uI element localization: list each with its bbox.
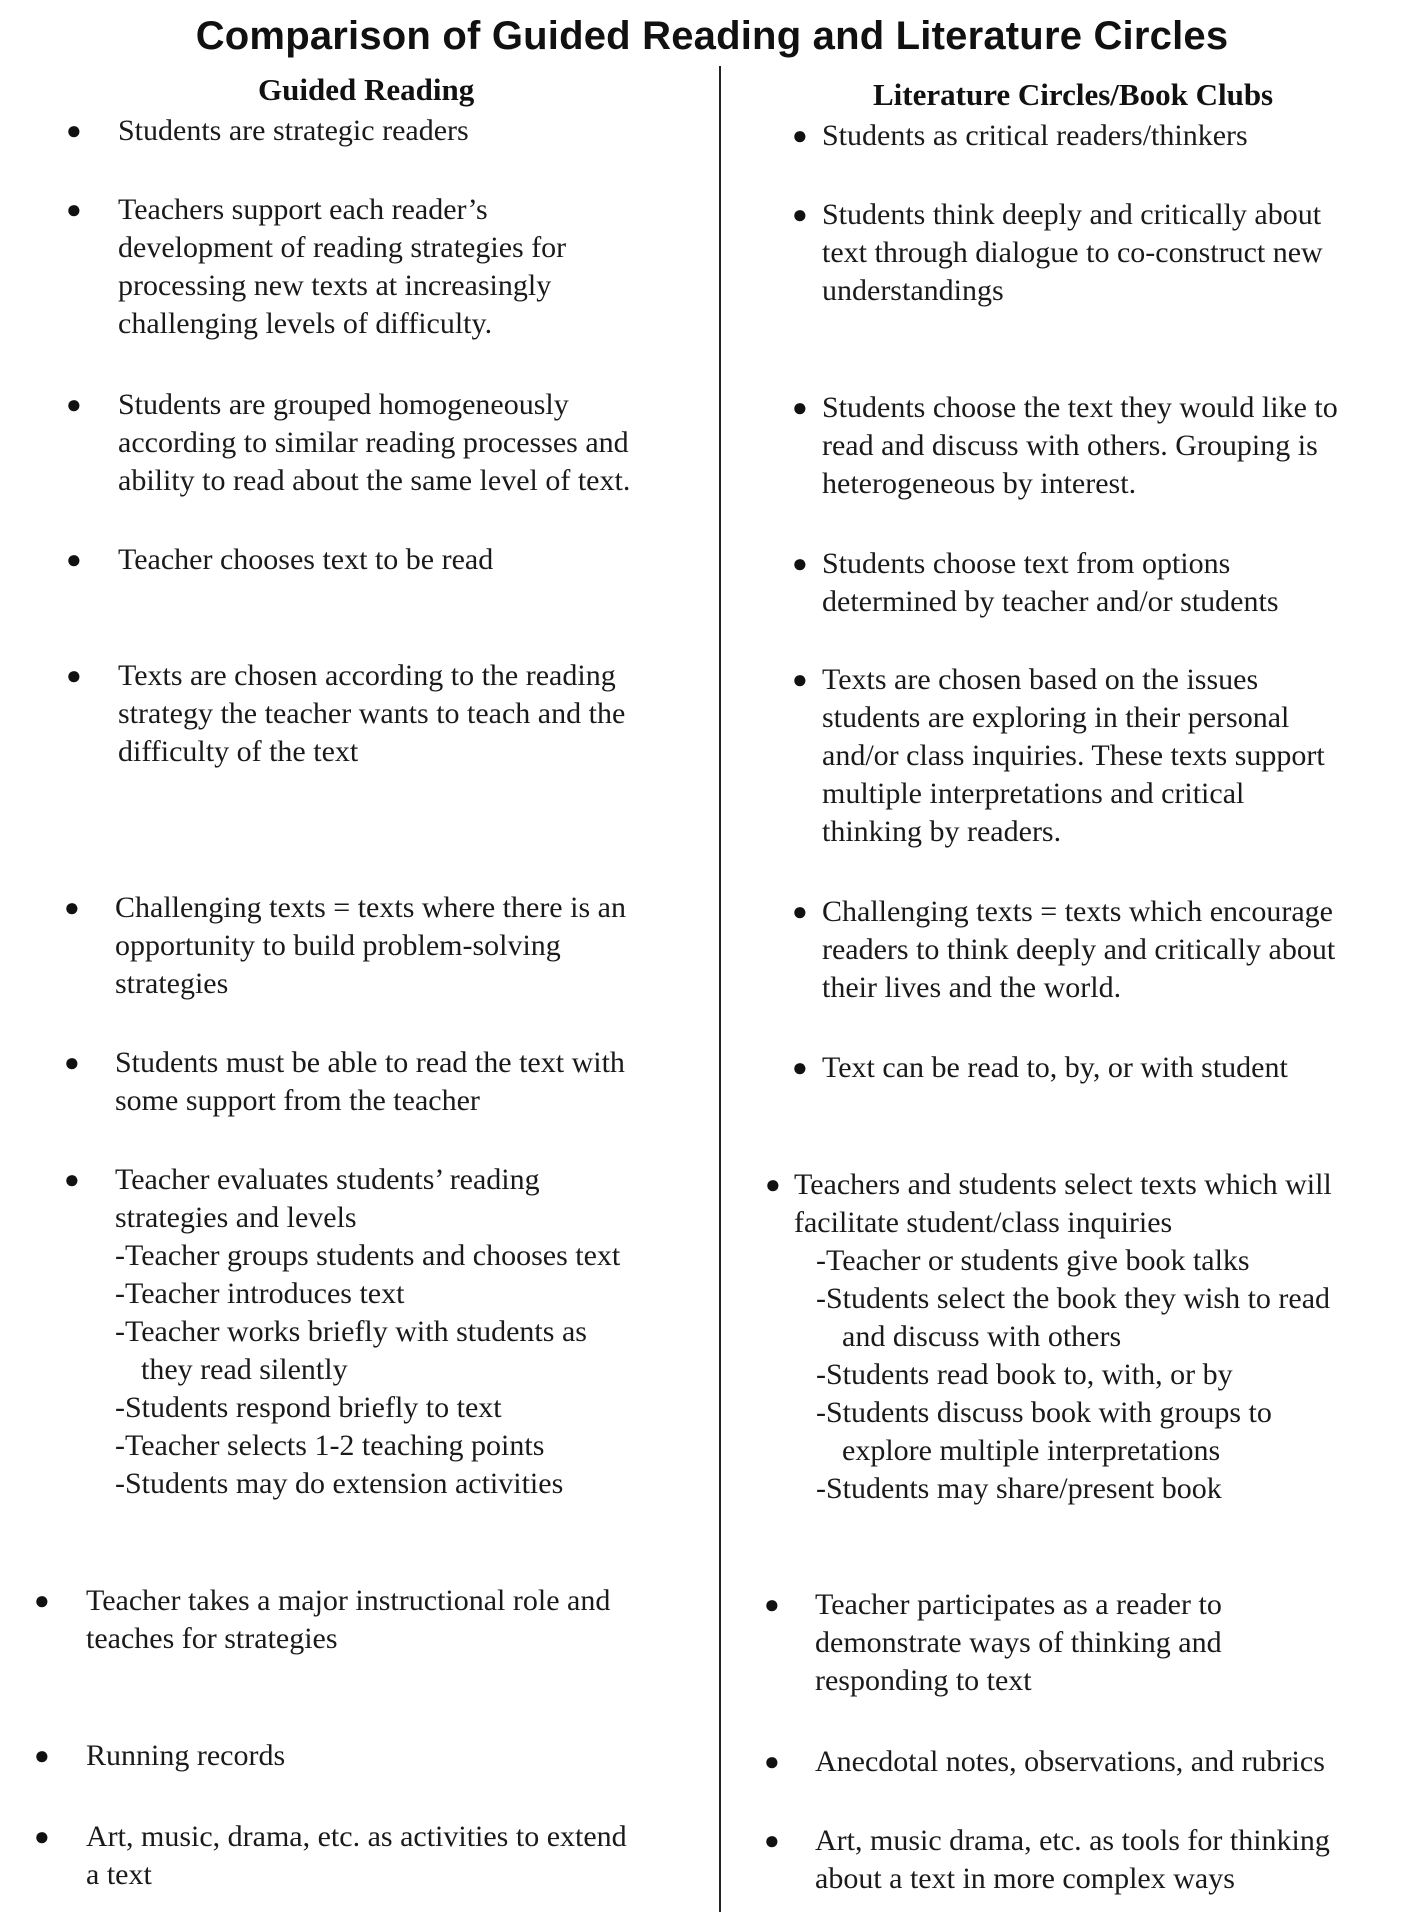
bullet-icon: ●	[792, 393, 808, 422]
item-line: Running records	[86, 1739, 286, 1772]
bullet-icon: ●	[792, 1053, 808, 1082]
list-item	[822, 545, 1279, 621]
item-line: Students think deeply and critically about	[822, 198, 1322, 231]
page-title: Comparison of Guided Reading and Literature Circles	[195, 14, 1229, 58]
item-line: some support from the teacher	[115, 1084, 480, 1117]
item-line: their lives and the world.	[822, 971, 1122, 1004]
item-line: ability to read about the same level of text.	[118, 464, 631, 497]
item-line: students are exploring in their personal	[822, 701, 1290, 734]
bullet-icon: ●	[792, 121, 808, 150]
list-item	[815, 1586, 1222, 1700]
list-item	[822, 893, 1335, 1007]
bullet-icon: ●	[792, 200, 808, 229]
bullet-icon: ●	[34, 1741, 50, 1770]
bullet-icon: ●	[66, 545, 82, 574]
item-subline: -Students discuss book with groups to	[816, 1396, 1272, 1429]
item-line: strategies	[115, 967, 229, 1000]
item-line: development of reading strategies for	[118, 231, 567, 264]
bullet-icon: ●	[66, 116, 82, 145]
list-item	[118, 191, 566, 343]
item-subline: -Teacher groups students and chooses text	[115, 1239, 621, 1272]
bullet-icon: ●	[64, 1048, 80, 1077]
item-line: processing new texts at increasingly	[118, 269, 552, 302]
item-line: demonstrate ways of thinking and	[815, 1626, 1222, 1659]
bullet-icon: ●	[34, 1822, 50, 1851]
list-item	[86, 1818, 627, 1894]
item-line: Students choose text from options	[822, 547, 1231, 580]
item-subline: -Teacher selects 1-2 teaching points	[115, 1429, 545, 1462]
item-line: strategies and levels	[115, 1201, 357, 1234]
item-line: Challenging texts = texts which encourage	[822, 895, 1333, 928]
item-line: Art, music, drama, etc. as activities to extend	[86, 1820, 627, 1853]
bullet-icon: ●	[792, 897, 808, 926]
item-line: Students as critical readers/thinkers	[822, 119, 1248, 152]
bullet-icon: ●	[66, 661, 82, 690]
item-line: difficulty of the text	[118, 735, 359, 768]
list-item	[815, 1822, 1330, 1898]
item-line: teaches for strategies	[86, 1622, 338, 1655]
bullet-icon: ●	[764, 1590, 780, 1619]
list-item	[822, 661, 1325, 851]
item-line: a text	[86, 1858, 152, 1891]
item-subline: -Students select the book they wish to read	[816, 1282, 1331, 1315]
bullet-icon: ●	[765, 1170, 781, 1199]
right-column-heading: Literature Circles/Book Clubs	[873, 77, 1274, 112]
item-line: determined by teacher and/or students	[822, 585, 1279, 618]
item-subline: -Students read book to, with, or by	[816, 1358, 1233, 1391]
item-line: according to similar reading processes and	[118, 426, 629, 459]
item-line: Teacher evaluates students’ reading	[115, 1163, 540, 1196]
item-line: responding to text	[815, 1664, 1032, 1697]
bullet-icon: ●	[66, 195, 82, 224]
item-line: facilitate student/class inquiries	[794, 1206, 1173, 1239]
item-line: Teachers and students select texts which will	[794, 1168, 1332, 1201]
item-subline: and discuss with others	[842, 1320, 1122, 1353]
item-line: Students are strategic readers	[118, 114, 469, 147]
bullet-icon: ●	[64, 1165, 80, 1194]
item-line: text through dialogue to co-construct new	[822, 236, 1323, 269]
item-line: thinking by readers.	[822, 815, 1062, 848]
item-line: Text can be read to, by, or with student	[822, 1051, 1288, 1084]
bullet-icon: ●	[792, 549, 808, 578]
list-item	[822, 117, 1248, 155]
item-subline: they read silently	[141, 1353, 348, 1386]
left-column-heading: Guided Reading	[258, 72, 475, 107]
item-line: opportunity to build problem-solving	[115, 929, 561, 962]
item-line: Art, music drama, etc. as tools for thinking	[815, 1824, 1330, 1857]
item-line: readers to think deeply and critically about	[822, 933, 1336, 966]
item-subline: -Students respond briefly to text	[115, 1391, 502, 1424]
item-subline: explore multiple interpretations	[842, 1434, 1221, 1467]
item-line: heterogeneous by interest.	[822, 467, 1137, 500]
item-line: Teacher takes a major instructional role and	[86, 1584, 611, 1617]
bullet-icon: ●	[64, 893, 80, 922]
list-item	[118, 657, 625, 771]
item-line: Challenging texts = texts where there is an	[115, 891, 626, 924]
bullet-icon: ●	[34, 1586, 50, 1615]
item-subline: -Students may do extension activities	[115, 1467, 564, 1500]
item-line: Texts are chosen based on the issues	[822, 663, 1259, 696]
item-line: Texts are chosen according to the reading	[118, 659, 616, 692]
item-line: and/or class inquiries. These texts support	[822, 739, 1325, 772]
bullet-icon: ●	[764, 1747, 780, 1776]
list-item	[115, 1044, 625, 1120]
list-item	[822, 389, 1338, 503]
item-line: Students must be able to read the text with	[115, 1046, 625, 1079]
item-line: challenging levels of difficulty.	[118, 307, 493, 340]
list-item	[118, 112, 469, 150]
column-divider	[719, 66, 721, 1912]
list-item	[794, 1166, 1332, 1508]
list-item	[115, 889, 626, 1003]
list-item	[118, 541, 493, 579]
list-item	[822, 196, 1323, 310]
item-line: Teacher chooses text to be read	[118, 543, 494, 576]
item-line: multiple interpretations and critical	[822, 777, 1245, 810]
item-line: Teachers support each reader’s	[118, 193, 488, 226]
item-subline: -Teacher introduces text	[115, 1277, 405, 1310]
list-item	[86, 1737, 285, 1775]
list-item	[115, 1161, 620, 1503]
list-item	[118, 386, 630, 500]
list-item	[815, 1743, 1325, 1781]
list-item	[822, 1049, 1288, 1087]
item-line: about a text in more complex ways	[815, 1862, 1235, 1895]
item-line: Anecdotal notes, observations, and rubrics	[815, 1745, 1325, 1778]
item-line: strategy the teacher wants to teach and the	[118, 697, 626, 730]
item-line: Students are grouped homogeneously	[118, 388, 569, 421]
bullet-icon: ●	[66, 390, 82, 419]
item-subline: -Teacher or students give book talks	[816, 1244, 1250, 1277]
item-line: read and discuss with others. Grouping is	[822, 429, 1318, 462]
item-line: understandings	[822, 274, 1004, 307]
bullet-icon: ●	[764, 1826, 780, 1855]
list-item	[86, 1582, 610, 1658]
item-line: Teacher participates as a reader to	[815, 1588, 1222, 1621]
item-subline: -Teacher works briefly with students as	[115, 1315, 587, 1348]
item-subline: -Students may share/present book	[816, 1472, 1222, 1505]
item-line: Students choose the text they would like to	[822, 391, 1338, 424]
bullet-icon: ●	[792, 665, 808, 694]
